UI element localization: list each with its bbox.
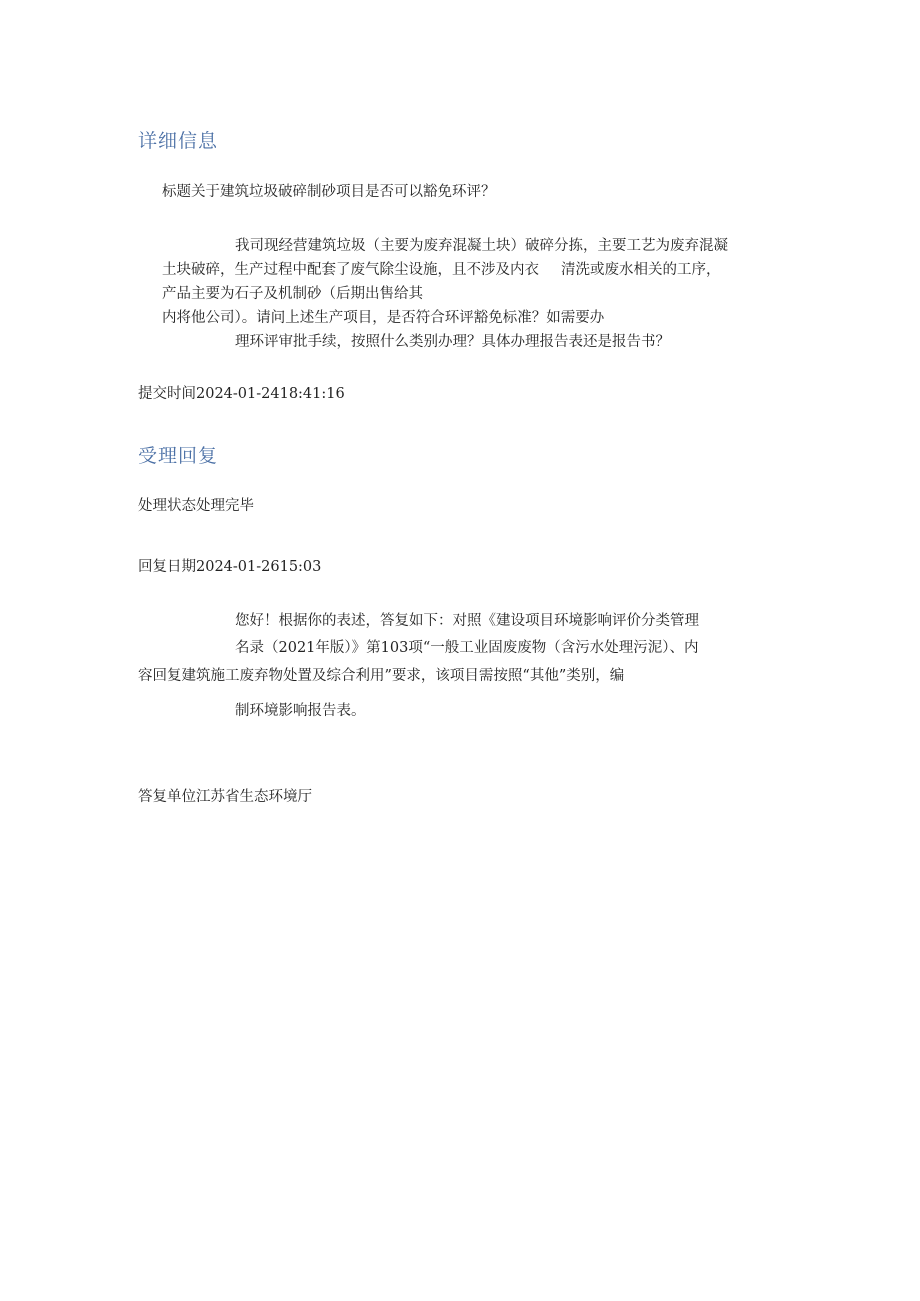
submit-time: 提交时间2024-01-2418:41:16 <box>138 386 345 402</box>
reply-unit: 答复单位江苏省生态环境厅 <box>138 789 312 805</box>
question-line: 产品主要为石子及机制砂（后期出售给其 <box>162 286 423 302</box>
question-line <box>162 260 721 280</box>
question-line: 我司现经营建筑垃圾（主要为废弃混凝土块）破碎分拣，主要工艺为废弃混凝 <box>235 238 728 254</box>
reply-heading: 受理回复 <box>138 445 219 467</box>
question-line-part: 土块破碎，生产过程中配套了废气除尘设施，且不涉及内衣 <box>162 262 539 278</box>
answer-line: 制环境影响报告表。 <box>235 703 366 719</box>
question-title: 标题关于建筑垃圾破碎制砂项目是否可以豁免环评？ <box>162 184 496 200</box>
question-line: 内将他公司）。请问上述生产项目，是否符合环评豁免标准？如需要办 <box>162 310 605 326</box>
question-line-part: 清洗或废水相关的工序， <box>561 262 721 278</box>
reply-date: 回复日期2024-01-2615:03 <box>138 559 322 575</box>
reply-status: 处理状态处理完毕 <box>138 498 254 514</box>
answer-line: 您好！根据你的表述，答复如下：对照《建设项目环境影响评价分类管理 <box>235 613 699 629</box>
detail-heading: 详细信息 <box>138 130 219 152</box>
answer-line: 名录（2021年版）》第103项“一般工业固废废物（含污水处理污泥）、内 <box>235 640 699 656</box>
question-line: 理环评审批手续，按照什么类别办理？具体办理报告表还是报告书？ <box>235 334 670 350</box>
answer-line: 容回复建筑施工废弃物处置及综合利用”要求，该项目需按照“其他”类别，编 <box>138 668 625 684</box>
